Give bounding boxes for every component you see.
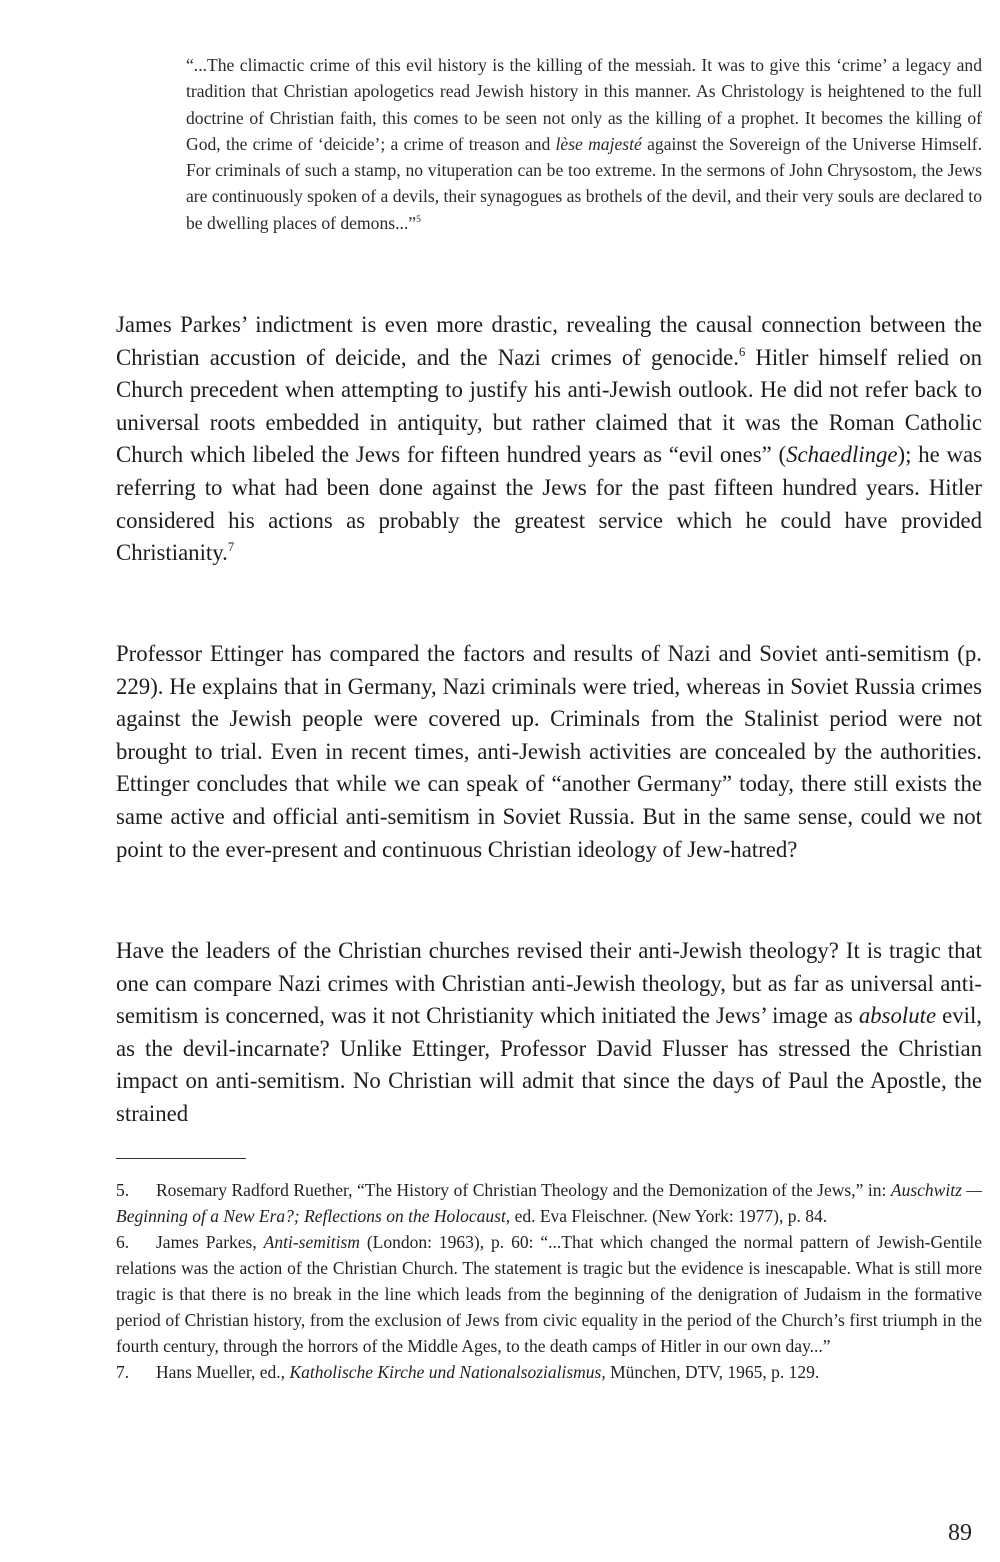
footnote-7-text-b: München, DTV, 1965, p. 129.	[605, 1362, 820, 1382]
p3-text-a: Have the leaders of the Christian churches revised their anti-Jewish theology? It is tragic that one can compare Nazi crimes with Christian anti-Jewish theology, but as far as universal anti-semitism is concerned, was it not Christianity which initiated the Jews’ image as	[116, 938, 982, 1029]
footnote-7-text-a: Hans Mueller, ed.,	[156, 1362, 290, 1382]
page-number: 89	[948, 1520, 972, 1546]
footnote-ref-7: 7	[227, 540, 235, 555]
footnote-number: 5.	[116, 1180, 130, 1200]
footnote-5-text-b: ed. Eva Fleischner. (New York: 1977), p. 84.	[510, 1206, 828, 1226]
footnote-ref-5: 5	[416, 214, 421, 226]
p1-text-a: James Parkes’ indictment is even more drastic, revealing the causal connection between the Christian accustion of deicide, and the Nazi crimes of genocide.	[116, 312, 982, 370]
paragraph-leaders	[116, 935, 982, 1131]
footnote-6	[116, 1229, 982, 1359]
footnote-6-text-a: James Parkes,	[156, 1232, 264, 1252]
footnote-divider	[116, 1158, 246, 1159]
block-quote	[186, 52, 982, 236]
footnote-number: 7.	[116, 1362, 130, 1382]
p3-text-b: evil, as the devil-incarnate? Unlike Ettinger, Professor David Flusser has stressed the Christian impact on anti-semitism. No Christian will admit that since the days of Paul the Apostle, the strained	[116, 1003, 982, 1126]
footnote-5-italic: Auschwitz — Beginning of a New Era?; Reflections on the Holocaust,	[116, 1180, 982, 1226]
quote-text-b: against the Sovereign of the Universe Himself. For criminals of such a stamp, no vituperation can be too extreme. In the sermons of John Chrysostom, the Jews are continuously spoken of a devils, their synagogues as brothels of the devil, and their very souls are declared to be dwelling places of demons...”	[186, 133, 982, 233]
p2-text: Professor Ettinger has compared the factors and results of Nazi and Soviet anti-semitism (p. 229). He explains that in Germany, Nazi criminals were tried, whereas in Soviet Russia crimes against the Jewish people were covered up. Criminals from the Stalinist period were not brought to trial. Even in recent times, anti-Jewish activities are concealed by the authorities. Ettinger concludes that while we can speak of “another Germany” today, there still exists the same active and official anti-semitism in Soviet Russia. But in the same sense, could we not point to the ever-present and continuous Christian ideology of Jew-hatred?	[116, 641, 982, 862]
p3-italic-word: absolute	[858, 1003, 937, 1029]
paragraph-ettinger	[116, 638, 982, 866]
footnote-7-italic: Katholische Kirche und Nationalsozialismus,	[289, 1362, 606, 1382]
footnote-ref-6: 6	[738, 344, 746, 359]
footnote-6-italic: Anti-semitism	[263, 1232, 360, 1252]
footnote-6-text-b: (London: 1963), p. 60: “...That which changed the normal pattern of Jewish-Gentile relations was the action of the Christian Church. The statement is tragic but the evidence is inescapable. What is still more tragic is that there is no break in the line which leads from the beginning of the denigration of Judaism in the formative period of Christian history, from the exclusion of Jews from civic equality in the period of the Church’s first triumph in the fourth century, through the horrors of the Middle Ages, to the death camps of Hitler in our own day...”	[116, 1232, 982, 1356]
p1-text-b: Hitler himself relied on Church precedent when attempting to justify his anti-Jewish outlook. He did not refer back to universal roots embedded in antiquity, but rather claimed that it was the Roman Catholic Church which libeled the Jews for fifteen hundred years as “evil ones” (	[116, 344, 983, 468]
footnote-7	[116, 1359, 982, 1385]
p1-text-c: ); he was referring to what had been done against the Jews for the past fifteen hundred years. Hitler considered his actions as probably the greatest service which he could have provided Christianity.	[116, 442, 982, 566]
footnotes	[116, 1177, 982, 1385]
footnote-number: 6.	[116, 1232, 130, 1252]
p1-italic-term: Schaedlinge	[786, 442, 898, 468]
paragraph-parkes	[116, 309, 982, 570]
quote-text-a: “...The climactic crime of this evil history is the killing of the messiah. It was to give this ‘crime’ a legacy and tradition that Christian apologetics read Jewish history in this manner. As Christology is heightened to the full doctrine of Christian faith, this comes to be seen not only as the killing of a prophet. It becomes the killing of God, the crime of ‘deicide’; a crime of treason and	[186, 55, 982, 154]
footnote-5	[116, 1177, 982, 1229]
footnote-5-text-a: Rosemary Radford Ruether, “The History of Christian Theology and the Demonization of the Jews,” in:	[156, 1180, 891, 1200]
quote-italic-phrase: lèse majesté	[555, 133, 642, 154]
